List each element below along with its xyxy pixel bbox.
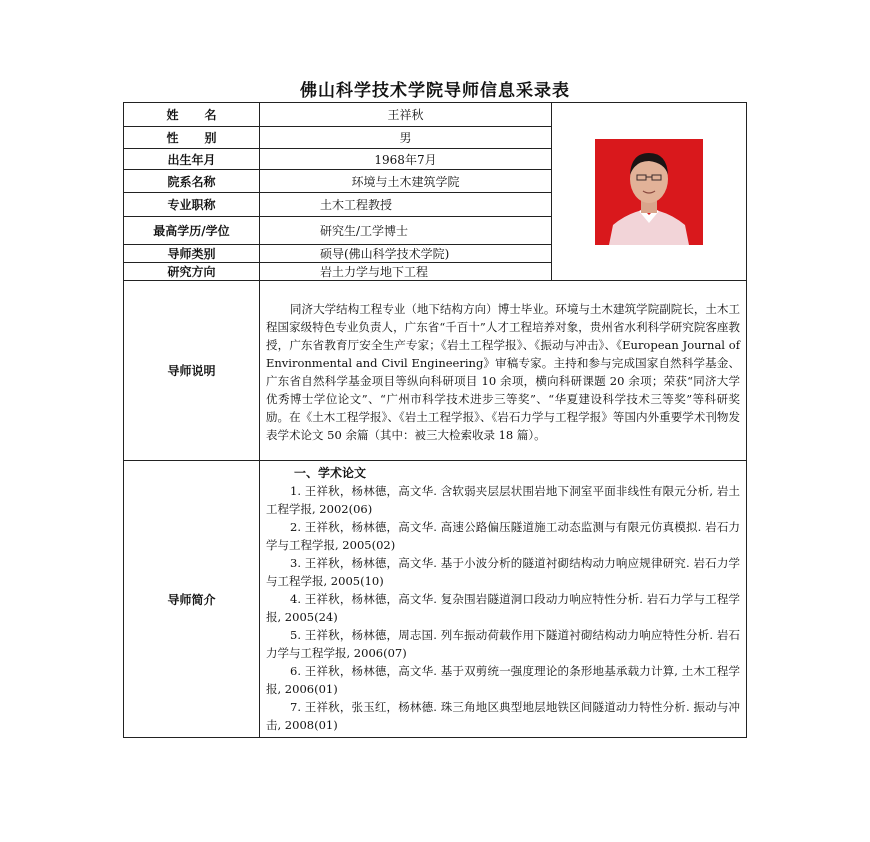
degree-label: 最高学历/学位: [124, 217, 260, 245]
paper-item: 5. 王祥秋，杨林德，周志国. 列车振动荷载作用下隧道衬砌结构动力响应特性分析. 岩石力学与工程学报, 2006(07): [266, 628, 740, 660]
dept-value: 环境与土木建筑学院: [260, 170, 552, 193]
name-value: 王祥秋: [260, 103, 552, 127]
description-text: 同济大学结构工程专业（地下结构方向）博士毕业。环境与土木建筑学院副院长，土木工程国家级特色专业负责人，广东省“千百十”人才工程培养对象，贵州省水利科学研究院客座教授，广东省教育厅安全生产专家；《岩土工程学报》、《振动与冲击》、《European Journal of Environmental and Civil Engineering》审稿专家。主持和参与完成国家自然科学基金、广东省自然科学基金项目等纵向科研项目 10 余项，横向科研课题 20 余项；荣获“同济大学优秀博士学位论文”、“广州市科学技术进步三等奖”、“华夏建设科学技术三等奖”等科研奖励。在《土木工程学报》、《岩土工程学报》、《岩石力学与工程学报》等国内外重要学术刊物发表学术论文 50 余篇（其中：被三大检索收录 18 篇）。: [266, 301, 740, 442]
birth-value: 1968年7月: [260, 149, 552, 170]
portrait-photo: [595, 139, 703, 245]
intro-cell: [260, 461, 747, 738]
name-label: 姓名: [124, 103, 260, 127]
intro-label: 导师简介: [124, 461, 260, 738]
dept-label: 院系名称: [124, 170, 260, 193]
degree-value: 研究生/工学博士: [260, 217, 552, 245]
paper-item: 2. 王祥秋，杨林德，高文华. 高速公路偏压隧道施工动态监测与有限元仿真模拟. 岩石力学与工程学报, 2005(02): [266, 520, 740, 552]
paper-item: 3. 王祥秋，杨林德，高文华. 基于小波分析的隧道衬砌结构动力响应规律研究. 岩石力学与工程学报, 2005(10): [266, 556, 740, 588]
description-cell: [260, 281, 747, 461]
form-title: 佛山科学技术学院导师信息采录表: [300, 81, 570, 101]
paper-item: 6. 王祥秋，杨林德，高文华. 基于双剪统一强度理论的条形地基承载力计算, 土木工程学报, 2006(01): [266, 664, 740, 696]
birth-label: 出生年月: [124, 149, 260, 170]
type-value: 硕导(佛山科学技术学院): [260, 245, 552, 263]
research-value: 岩土力学与地下工程: [260, 263, 552, 281]
gender-value: 男: [260, 127, 552, 149]
section-heading: 一、学术论文: [294, 466, 367, 480]
info-table: [123, 102, 747, 738]
photo-cell: [552, 103, 747, 281]
paper-item: 4. 王祥秋，杨林德，高文华. 复杂围岩隧道洞口段动力响应特性分析. 岩石力学与工程学报, 2005(24): [266, 592, 740, 624]
type-label: 导师类别: [124, 245, 260, 263]
paper-item: 1. 王祥秋，杨林德，高文华. 含软弱夹层层状围岩地下洞室平面非线性有限元分析, 岩土工程学报, 2002(06): [266, 484, 740, 516]
intro-content: [260, 461, 746, 737]
research-label: 研究方向: [124, 263, 260, 281]
prof-title-value: 土木工程教授: [260, 193, 552, 217]
gender-label: 性别: [124, 127, 260, 149]
description-label: 导师说明: [124, 281, 260, 461]
prof-title-label: 专业职称: [124, 193, 260, 217]
paper-item: 7. 王祥秋，张玉红，杨林德. 珠三角地区典型地层地铁区间隧道动力特性分析. 振动与冲击, 2008(01): [266, 700, 740, 732]
